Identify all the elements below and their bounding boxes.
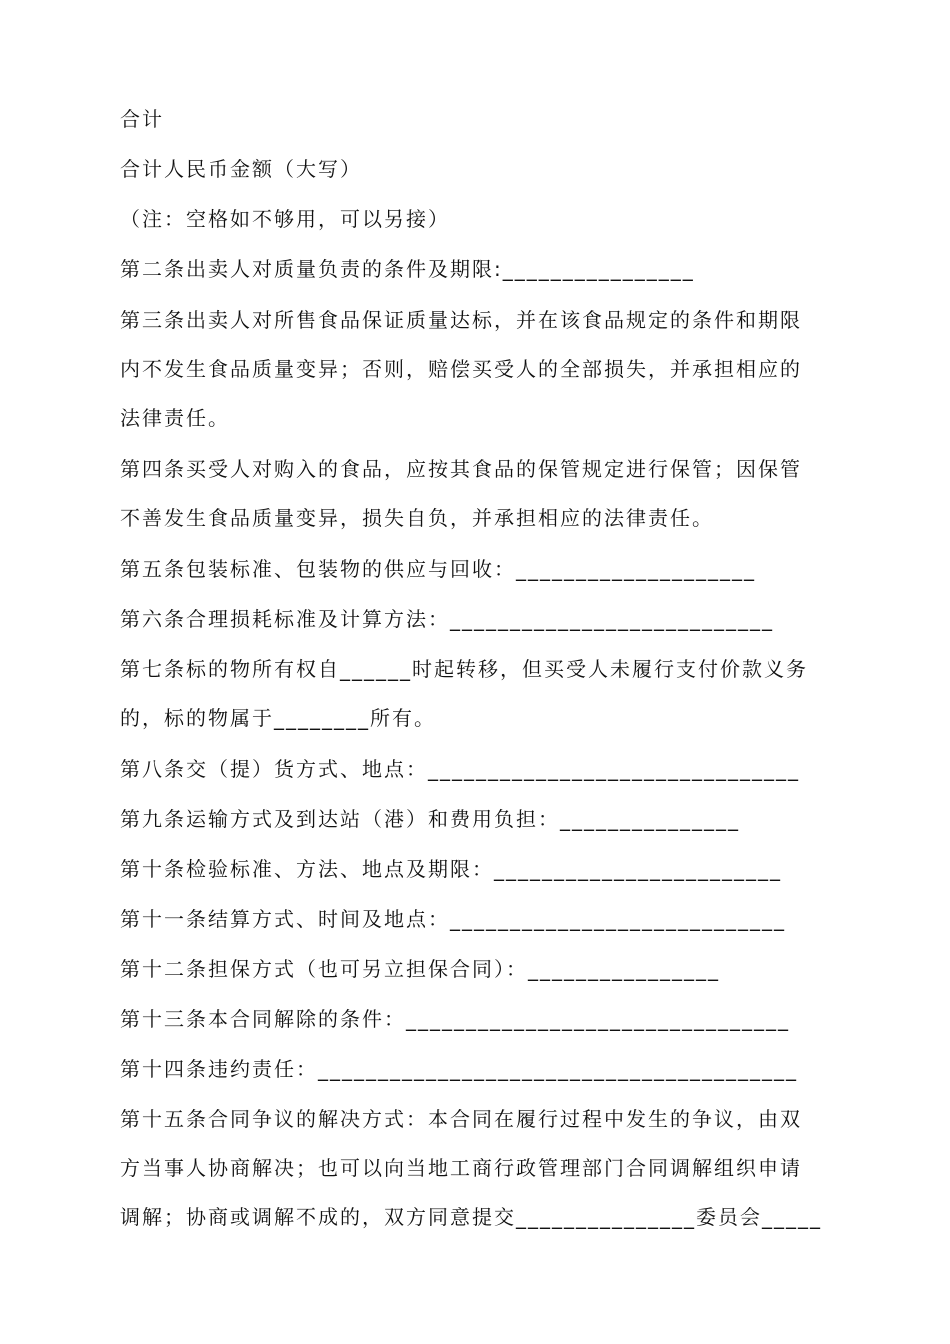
clause-9: 第九条运输方式及到达站（港）和费用负担：_______________ (120, 807, 740, 831)
clause-7: 第七条标的物所有权自______时起转移，但买受人未履行支付价款义务 的，标的物属于________所有。 (120, 657, 808, 730)
clause-8: 第八条交（提）货方式、地点：_______________________________ (120, 757, 800, 781)
line-note: （注：空格如不够用，可以另接） (120, 207, 450, 231)
clause-12: 第十二条担保方式（也可另立担保合同）：________________ (120, 957, 720, 981)
clause-10: 第十条检验标准、方法、地点及期限：________________________ (120, 857, 782, 881)
clause-3: 第三条出卖人对所售食品保证质量达标，并在该食品规定的条件和期限 内不发生食品质量变异；否则，赔偿买受人的全部损失，并承担相应的 法律责任。 (120, 308, 802, 430)
clause-15: 第十五条合同争议的解决方式：本合同在履行过程中发生的争议，由双 方当事人协商解决；也可以向当地工商行政管理部门合同调解组织申请 调解；协商或调解不成的，双方同意提交_______________委员会_____ (120, 1107, 822, 1229)
clause-2: 第二条出卖人对质量负责的条件及期限:________________ (120, 257, 695, 281)
clause-13: 第十三条本合同解除的条件：________________________________ (120, 1007, 790, 1031)
line-total: 合计 (120, 107, 164, 131)
line-total-rmb: 合计人民币金额（大写） (120, 157, 362, 181)
clause-4: 第四条买受人对购入的食品，应按其食品的保管规定进行保管；因保管 不善发生食品质量变异，损失自负，并承担相应的法律责任。 (120, 457, 802, 530)
clause-5: 第五条包装标准、包装物的供应与回收：____________________ (120, 557, 756, 581)
clause-6: 第六条合理损耗标准及计算方法：___________________________ (120, 607, 774, 631)
clause-14: 第十四条违约责任：________________________________________ (120, 1057, 798, 1081)
clause-11: 第十一条结算方式、时间及地点：____________________________ (120, 907, 786, 931)
